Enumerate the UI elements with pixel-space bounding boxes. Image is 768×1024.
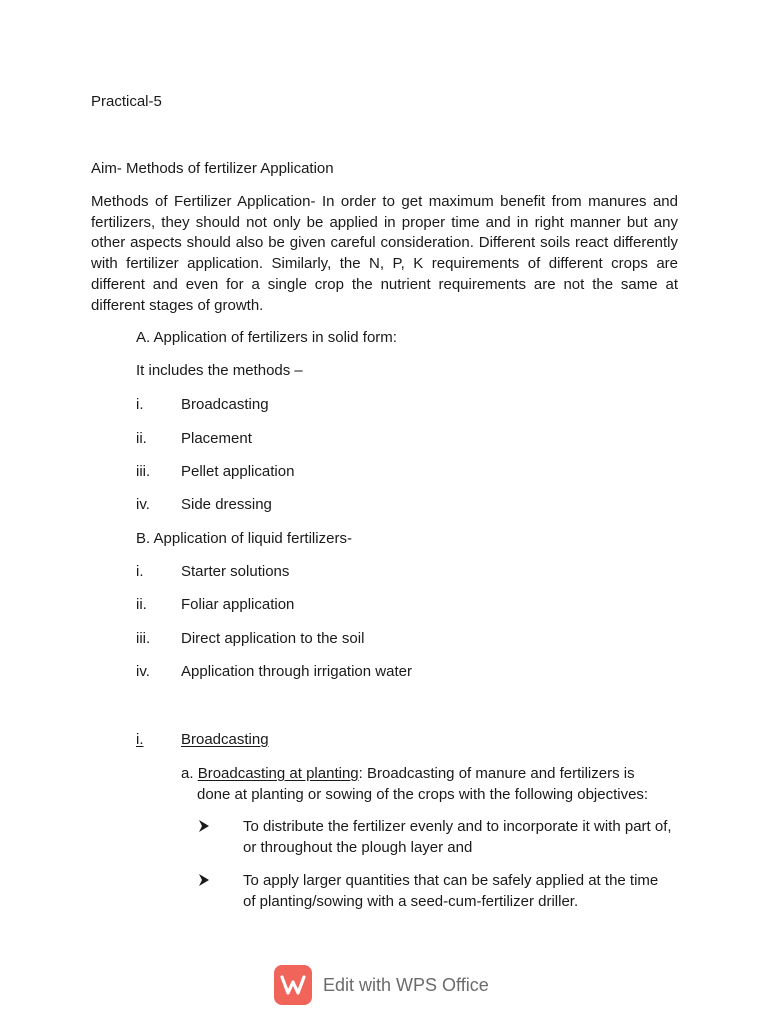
- list-item-number: ii.: [136, 430, 147, 447]
- edit-with-wps-badge[interactable]: [274, 965, 489, 1005]
- section-a-lead: It includes the methods –: [136, 362, 303, 379]
- section-b-title: B. Application of liquid fertilizers-: [136, 530, 352, 547]
- list-item: Direct application to the soil: [181, 630, 365, 647]
- sub-prefix: a.: [181, 765, 198, 782]
- wps-badge-label: Edit with WPS Office: [323, 974, 489, 995]
- list-item: Application through irrigation water: [181, 663, 412, 680]
- subsection-title: Broadcasting: [181, 731, 269, 748]
- aim-heading: Aim- Methods of fertilizer Application: [91, 160, 334, 177]
- list-item: Starter solutions: [181, 563, 290, 580]
- broadcasting-at-planting-paragraph: [181, 764, 661, 805]
- sub-text-line-1: : Broadcasting of manure and fertilizers is: [358, 765, 635, 782]
- page-title: Practical-5: [91, 93, 162, 110]
- list-item-number: ii.: [136, 596, 147, 613]
- subsection-number: i.: [136, 731, 144, 748]
- sub-text-line-2: done at planting or sowing of the crops with the following objectives:: [197, 785, 649, 803]
- bullet-item: [243, 817, 688, 858]
- list-item: Pellet application: [181, 463, 295, 480]
- wps-office-logo-icon: [274, 965, 312, 1005]
- arrow-bullet-icon: [198, 820, 210, 832]
- list-item-number: i.: [136, 563, 144, 580]
- bullet-line: or throughout the plough layer and: [243, 838, 473, 856]
- bullet-line: To distribute the fertilizer evenly and to incorporate it with part of,: [243, 818, 672, 835]
- sub-title: Broadcasting at planting: [197, 765, 359, 782]
- list-item-number: iii.: [136, 630, 151, 647]
- section-a-title: A. Application of fertilizers in solid form:: [136, 329, 397, 346]
- bullet-line: To apply larger quantities that can be safely applied at the time: [243, 872, 659, 889]
- list-item-number: i.: [136, 396, 144, 413]
- list-item-number: iv.: [136, 496, 150, 513]
- list-item: Broadcasting: [181, 396, 269, 413]
- bullet-line: of planting/sowing with a seed-cum-fertilizer driller.: [243, 892, 579, 910]
- list-item: Side dressing: [181, 496, 272, 513]
- bullet-item: [243, 871, 688, 912]
- list-item-number: iv.: [136, 663, 150, 680]
- intro-paragraph: Methods of Fertilizer Application- In order to get maximum benefit from manures and fertilizers, they should not only be applied in proper time and in right manner but any other aspects should also be given careful consideration. Different soils react differently with fertilizer application. Similarly, the N, P, K requirements of different crops are different and even for a single crop the nutrient requirements are not the same at different stages of growth.: [91, 193, 678, 314]
- list-item-number: iii.: [136, 463, 151, 480]
- arrow-bullet-icon: [198, 874, 210, 886]
- list-item: Placement: [181, 430, 252, 447]
- list-item: Foliar application: [181, 596, 295, 613]
